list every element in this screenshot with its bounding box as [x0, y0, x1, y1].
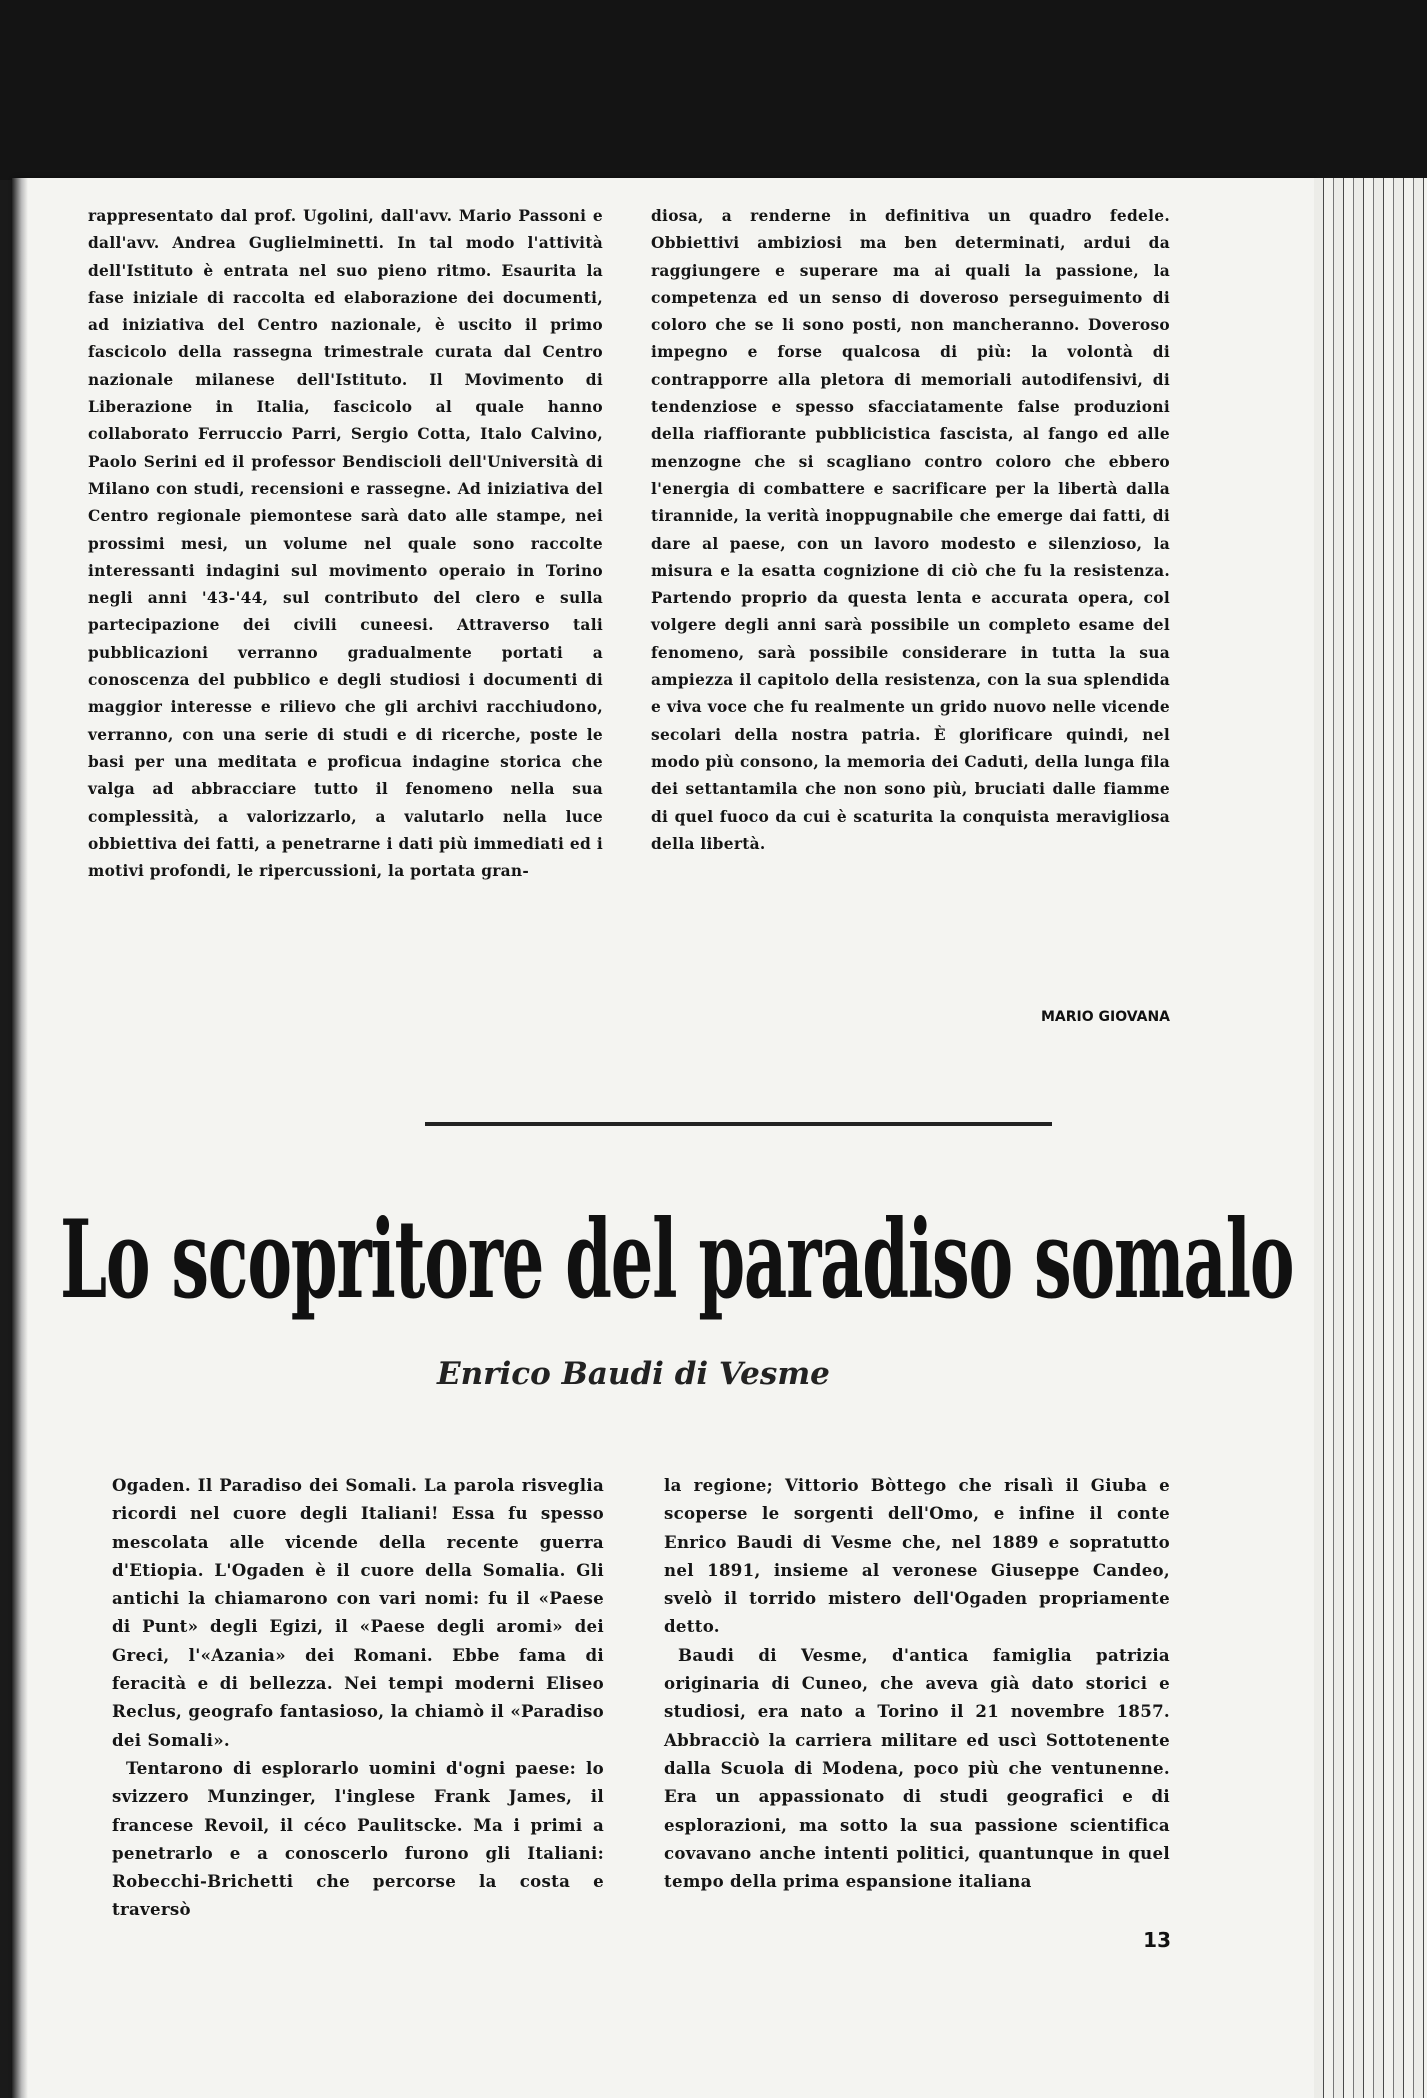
top-article-right-column	[651, 203, 1170, 858]
top-article-right-text: diosa, a renderne in definitiva un quadro fedele. Obbiettivi ambiziosi ma ben determinati, ardui da raggiungere e superare ma ai quali la passione, la competenza ed un senso di doveroso perseguimento di coloro che se li sono posti, non mancheranno. Doveroso impegno e forse qualcosa di più: la volontà di contrapporre alla pletora di memoriali autodifensivi, di tendenziose e spesso sfacciatamente false produzioni della riaffiorante pubblicistica fascista, al fango ed alle menzogne che si scagliano contro coloro che ebbero l'energia di combattere e sacrificare per la libertà dalla tirannide, la verità inoppugnabile che emerge dai fatti, di dare al paese, con un lavoro modesto e silenzioso, la misura e la esatta cognizione di ciò che fu la resistenza. Partendo proprio da questa lenta e accurata opera, col volgere degli anni sarà possibile un completo esame del fenomeno, sarà possibile considerare in tutta la sua ampiezza il capitolo della resistenza, con la sua splendida e viva voce che fu realmente un grido nuovo nelle vicende secolari della nostra patria. È glorificare quindi, nel modo più consono, la memoria dei Caduti, della lunga fila dei settantamila che non sono più, bruciati dalle fiamme di quel fuoco da cui è scaturita la conquista meravigliosa della libertà.	[651, 207, 1170, 853]
article-paragraph: Ogaden. Il Paradiso dei Somali. La parola risveglia ricordi nel cuore degli Italiani! Essa fu spesso mescolata alle vicende della recente guerra d'Etiopia. L'Ogaden è il cuore della Somalia. Gli antichi la chiamarono con vari nomi: fu il «Paese di Punt» degli Egizi, il «Paese degli aromi» dei Greci, l'«Azania» dei Romani. Ebbe fama di feracità e di bellezza. Nei tempi moderni Eliseo Reclus, geografo fantasioso, la chiamò il «Paradiso dei Somali».	[112, 1475, 604, 1750]
page-binding	[12, 178, 28, 2098]
top-article-left-text: rappresentato dal prof. Ugolini, dall'avv. Mario Passoni e dall'avv. Andrea Guglielminetti. In tal modo l'attività dell'Istituto è entrata nel suo pieno ritmo. Esaurita la fase iniziale di raccolta ed elaborazione dei documenti, ad iniziativa del Centro nazionale, è uscito il primo fascicolo della rassegna trimestrale curata dal Centro nazionale milanese dell'Istituto. Il Movimento di Liberazione in Italia, fascicolo al quale hanno collaborato Ferruccio Parri, Sergio Cotta, Italo Calvino, Paolo Serini ed il professor Bendiscioli dell'Università di Milano con studi, recensioni e rassegne. Ad iniziativa del Centro regionale piemontese sarà dato alle stampe, nei prossimi mesi, un volume nel quale sono raccolte interessanti indagini sul movimento operaio in Torino negli anni '43-'44, sul contributo del clero e sulla partecipazione dei civili cuneesi. Attraverso tali pubblicazioni verranno gradualmente portati a conoscenza del pubblico e degli studiosi i documenti di maggior interesse e rilievo che gli archivi racchiudono, verranno, con una serie di studi e di ricerche, poste le basi per una meditata e proficua indagine storica che valga ad abbracciare tutto il fenomeno nella sua complessità, a valorizzarlo, a valutarlo nella luce obbiettiva dei fatti, a penetrarne i dati più immediati ed i motivi profondi, le ripercussioni, la portata gran-	[88, 207, 603, 881]
scan-top-margin	[0, 0, 1427, 180]
article-signature: MARIO GIOVANA	[1040, 1009, 1170, 1025]
article-title: Lo scopritore del paradiso somalo	[60, 1197, 1294, 1323]
article-paragraph: la regione; Vittorio Bòttego che risalì il Giuba e scoperse le sorgenti dell'Omo, e infine il conte Enrico Baudi di Vesme che, nel 1889 e sopratutto nel 1891, insieme al veronese Giuseppe Candeo, svelò il torrido mistero dell'Ogaden propriamente detto.	[664, 1475, 1170, 1637]
section-divider	[425, 1122, 1052, 1126]
article-paragraph: Tentarono di esplorarlo uomini d'ogni paese: lo svizzero Munzinger, l'inglese Frank James, il francese Revoil, il céco Paulitscke. Ma i primi a penetrarlo e a conoscerlo furono gli Italiani: Robecchi-Brichetti che percorse la costa e traversò	[112, 1757, 604, 1920]
article-paragraph: Baudi di Vesme, d'antica famiglia patrizia originaria di Cuneo, che aveva già dato storici e studiosi, era nato a Torino il 21 novembre 1857. Abbracciò la carriera militare ed uscì Sottotenente dalla Scuola di Modena, poco più che ventunenne. Era un appassionato di studi geografici e di esplorazioni, ma sotto la sua passione scientifica covavano anche intenti politici, quantunque in quel tempo della prima espansione italiana	[664, 1644, 1170, 1892]
article-left-column	[112, 1471, 604, 1924]
article-author: Enrico Baudi di Vesme	[437, 1356, 830, 1392]
top-article-left-column	[88, 203, 603, 885]
article-right-column	[664, 1471, 1170, 1895]
page-number: 13	[1143, 1928, 1171, 1952]
page-edges	[1314, 178, 1427, 2098]
